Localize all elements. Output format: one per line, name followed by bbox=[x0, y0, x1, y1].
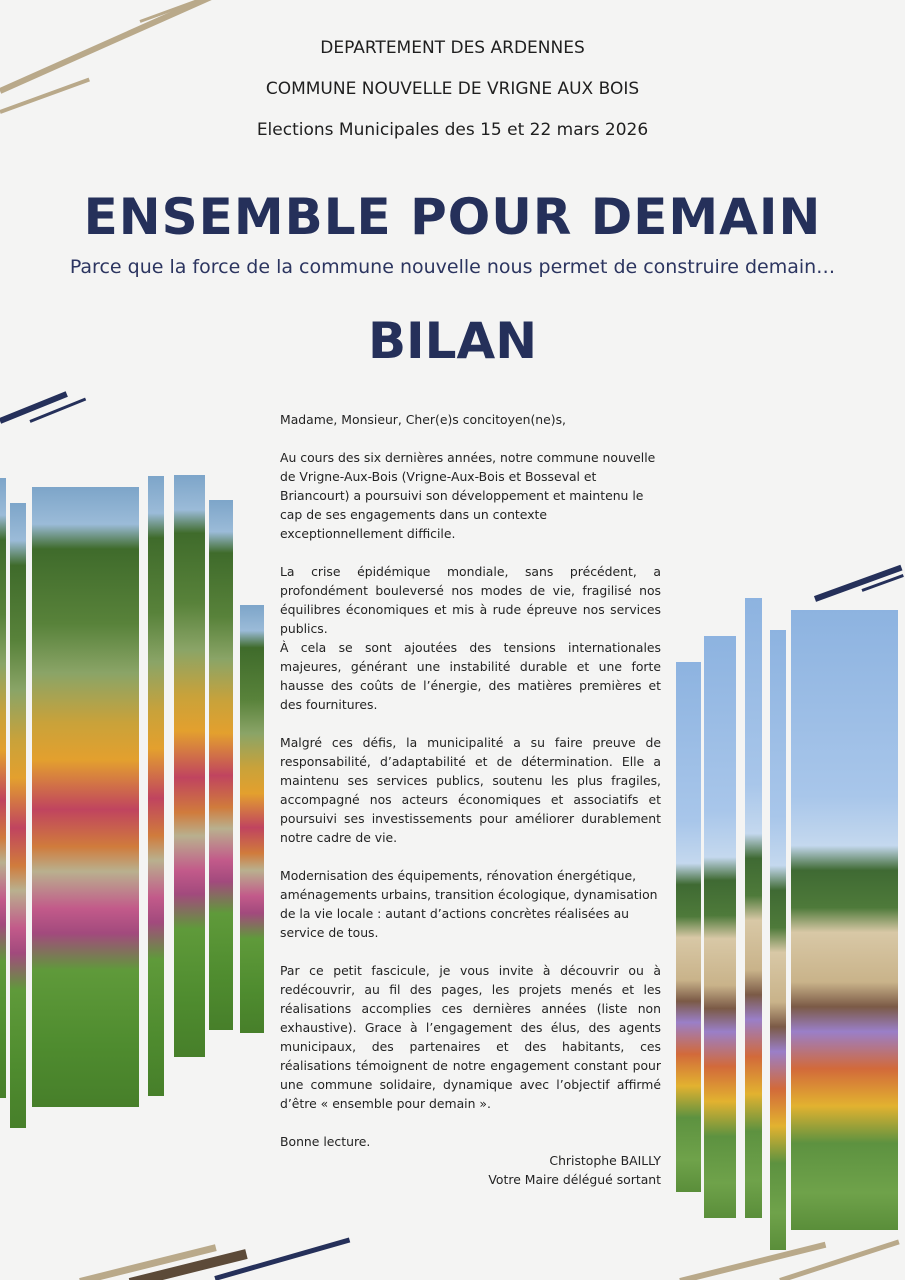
photo-strip bbox=[791, 610, 898, 1230]
department-line: DEPARTEMENT DES ARDENNES bbox=[320, 38, 585, 58]
photo-strip bbox=[745, 598, 762, 1218]
section-title: BILAN bbox=[367, 312, 538, 370]
commune-line: COMMUNE NOUVELLE DE VRIGNE AUX BOIS bbox=[265, 79, 640, 99]
letter-paragraph: Malgré ces défis, la municipalité a su faire preuve de responsabilité, d’adaptabilité et de détermination. Elle a maintenu ses services publics, soutenu les plus fragiles, accompagné nos acteurs économiques et associatifs et poursuivi ses investissements pour améliorer durablement notre cadre de vie. bbox=[280, 735, 661, 845]
salutation: Madame, Monsieur, Cher(e)s concitoyen(ne)s, bbox=[280, 412, 566, 427]
signature-name: Christophe BAILLY bbox=[549, 1153, 661, 1168]
signature-title: Votre Maire délégué sortant bbox=[488, 1172, 661, 1187]
photo-strip bbox=[240, 605, 264, 1033]
photo-strip bbox=[174, 475, 205, 1057]
letter-paragraph: À cela se sont ajoutées des tensions internationales majeures, générant une instabilité durable et une forte hausse des coûts de l’énergie, des matières premières et des fournitures. bbox=[280, 640, 661, 712]
photo-strip bbox=[209, 500, 233, 1030]
photo-strip bbox=[148, 476, 164, 1096]
letter-paragraph: Par ce petit fascicule, je vous invite à découvrir ou à redécouvrir, au fil des pages, les projets menés et les réalisations accomplies ces dernières années (liste non exhaustive). Grace à l’engagement des élus, des agents municipaux, des partenaires et des habitants, ces réalisations témoignent de notre engagement constant pour une commune solidaire, dynamique avec l’objectif affirmé d’être « ensemble pour demain ». bbox=[280, 963, 661, 1111]
closing: Bonne lecture. bbox=[280, 1134, 371, 1149]
photo-strip bbox=[10, 503, 26, 1128]
decor-stripe bbox=[779, 1239, 899, 1280]
photo-strip bbox=[704, 636, 736, 1218]
photo-strip bbox=[32, 487, 139, 1107]
photo-strip bbox=[770, 630, 786, 1250]
page-title: ENSEMBLE POUR DEMAIN bbox=[83, 188, 822, 246]
letter-paragraph: Au cours des six dernières années, notre commune nouvelle de Vrigne-Aux-Bois (Vrigne-Aux-Bois et Bosseval et Briancourt) a poursuivi son développement et maintenu le cap de ses engagements dans un contexte exceptionnellement difficile. bbox=[280, 450, 656, 541]
letter-paragraph: Modernisation des équipements, rénovation énergétique, aménagements urbains, transition écologique, dynamisation de la vie locale : autant d’actions concrètes réalisées au service de tous. bbox=[280, 868, 658, 940]
letter-paragraph: La crise épidémique mondiale, sans précédent, a profondément bouleversé nos modes de vie, fragilisé nos équilibres économiques et mis à rude épreuve nos services publics. bbox=[280, 564, 661, 636]
decor-stripe bbox=[814, 565, 903, 602]
election-line: Elections Municipales des 15 et 22 mars 2026 bbox=[256, 120, 649, 140]
mayor-letter bbox=[280, 410, 661, 1189]
photo-strip bbox=[0, 478, 6, 1098]
photo-strip bbox=[676, 662, 701, 1192]
page-subtitle: Parce que la force de la commune nouvelle nous permet de construire demain… bbox=[69, 256, 836, 278]
header bbox=[0, 36, 905, 159]
